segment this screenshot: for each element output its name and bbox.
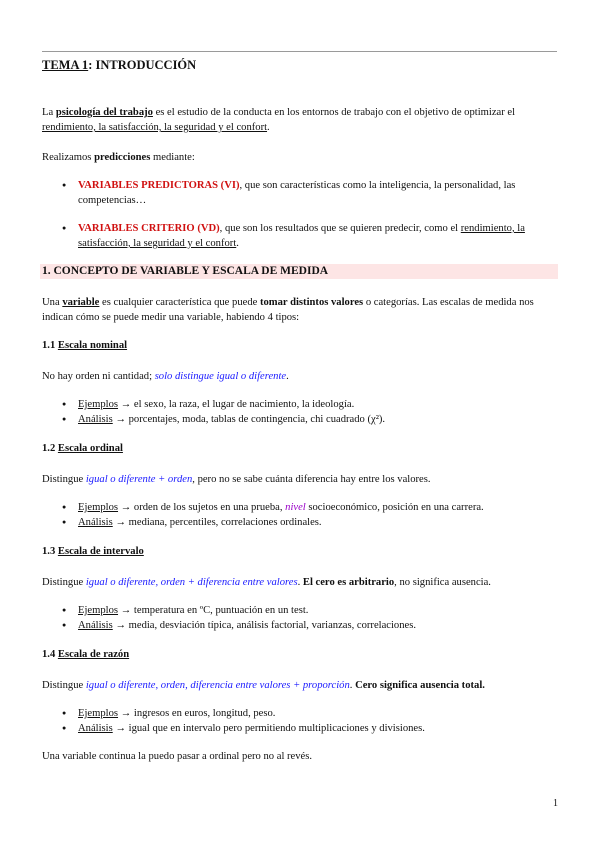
text: es el estudio de la conducta en los entornos de trabajo con el objetivo de optimizar el bbox=[152, 107, 516, 118]
text: 1.1 bbox=[42, 340, 58, 351]
term-variable: variable bbox=[62, 297, 100, 308]
nominal-list bbox=[42, 397, 558, 427]
title-rest: : INTRODUCCIÓN bbox=[88, 58, 197, 72]
ordinal-desc bbox=[42, 472, 558, 487]
top-rule bbox=[42, 51, 557, 52]
variable-label: VARIABLES PREDICTORAS (VI) bbox=[78, 180, 240, 191]
text: 1.4 bbox=[42, 649, 58, 660]
text: . bbox=[349, 680, 356, 691]
page-number: 1 bbox=[553, 798, 558, 809]
text: es cualquier característica que puede bbox=[99, 297, 260, 308]
examples-label: Ejemplos bbox=[78, 605, 119, 616]
text: . bbox=[286, 371, 289, 382]
examples-label: Ejemplos bbox=[78, 502, 119, 513]
text: , pero no se sabe cuánta diferencia hay entre los valores. bbox=[192, 474, 431, 485]
razon-list bbox=[42, 706, 558, 736]
nominal-desc bbox=[42, 369, 558, 384]
variables-list-2 bbox=[42, 221, 558, 251]
text: → porcentajes, moda, tablas de contingencia, chi cuadrado (χ²). bbox=[112, 414, 386, 425]
highlight-text: nivel bbox=[285, 502, 306, 513]
intervalo-list bbox=[42, 603, 558, 633]
term-psicologia: psicología del trabajo bbox=[55, 107, 153, 118]
scale-name: Escala de razón bbox=[57, 649, 130, 660]
scale-name: Escala nominal bbox=[57, 340, 128, 351]
highlight-text: solo distingue igual o diferente bbox=[154, 371, 287, 382]
subheading-ordinal bbox=[42, 443, 558, 454]
intro-paragraph bbox=[42, 105, 558, 135]
highlight-text: igual o diferente + orden bbox=[85, 474, 193, 485]
text: o categorías. Las escalas de medida nos indican cómo se puede medir una variable, habiendo 4 tipos: bbox=[42, 297, 534, 323]
list-item bbox=[42, 178, 558, 208]
goals-text: rendimiento, la satisfacción, la seguridad y el confort bbox=[42, 122, 268, 133]
examples-label: Ejemplos bbox=[78, 708, 119, 719]
text: Distingue bbox=[42, 474, 86, 485]
scale-name: Escala de intervalo bbox=[57, 546, 144, 557]
text: → orden de los sujetos en una prueba, bbox=[118, 502, 286, 513]
highlight-text: igual o diferente, orden + diferencia entre valores bbox=[85, 577, 298, 588]
text: 1.2 bbox=[42, 443, 58, 454]
text: Realizamos bbox=[42, 152, 95, 163]
ordinal-list bbox=[42, 500, 558, 530]
text: , que son los resultados que se quieren predecir, como el bbox=[219, 223, 461, 234]
text: 1.3 bbox=[42, 546, 58, 557]
closing-paragraph: Una variable continua la puedo pasar a ordinal pero no al revés. bbox=[42, 751, 313, 762]
variables-list bbox=[42, 178, 558, 208]
text: → temperatura en ºC, puntuación en un test. bbox=[118, 605, 309, 616]
bold-text: El cero es arbitrario bbox=[302, 577, 395, 588]
analysis-label: Análisis bbox=[78, 620, 113, 631]
highlight-text: igual o diferente, orden, diferencia entre valores + proporción bbox=[85, 680, 350, 691]
text: . bbox=[267, 122, 270, 133]
intervalo-desc bbox=[42, 575, 558, 590]
list-item bbox=[42, 618, 558, 633]
list-item bbox=[42, 500, 558, 515]
subheading-intervalo bbox=[42, 546, 558, 557]
text: → igual que en intervalo pero permitiendo multiplicaciones y divisiones. bbox=[112, 723, 425, 734]
text: La bbox=[42, 107, 56, 118]
section-heading: 1. CONCEPTO DE VARIABLE Y ESCALA DE MEDIDA bbox=[40, 264, 558, 279]
bold-text: Cero significa ausencia total. bbox=[355, 680, 485, 691]
text: socioeconómico, posición en una carrera. bbox=[305, 502, 484, 513]
text: → el sexo, la raza, el lugar de nacimiento, la ideología. bbox=[118, 399, 355, 410]
text: . bbox=[236, 238, 239, 249]
examples-label: Ejemplos bbox=[78, 399, 119, 410]
razon-desc bbox=[42, 678, 558, 693]
analysis-label: Análisis bbox=[78, 517, 113, 528]
text: , no significa ausencia. bbox=[394, 577, 491, 588]
list-item bbox=[42, 515, 558, 530]
underlined-text: rendimiento, la satisfacción, la seguridad y el confort bbox=[78, 223, 525, 249]
title-tema: TEMA 1 bbox=[42, 58, 89, 72]
text: → media, desviación típica, análisis factorial, varianzas, correlaciones. bbox=[112, 620, 417, 631]
text: Una bbox=[42, 297, 63, 308]
list-item bbox=[42, 721, 558, 736]
bold-text: predicciones bbox=[94, 152, 151, 163]
text: , que son características como la inteligencia, la personalidad, las competencias… bbox=[78, 180, 516, 206]
list-item bbox=[42, 412, 558, 427]
bold-text: tomar distintos valores bbox=[259, 297, 364, 308]
text: → ingresos en euros, longitud, peso. bbox=[118, 708, 276, 719]
text: → mediana, percentiles, correlaciones ordinales. bbox=[112, 517, 322, 528]
text: . bbox=[297, 577, 303, 588]
text: mediante: bbox=[150, 152, 195, 163]
page-title bbox=[42, 58, 558, 73]
text: Distingue bbox=[42, 577, 86, 588]
list-item bbox=[42, 221, 558, 251]
subheading-razon bbox=[42, 649, 558, 660]
list-item bbox=[42, 706, 558, 721]
subheading-nominal bbox=[42, 340, 558, 351]
list-item bbox=[42, 397, 558, 412]
predictions-paragraph bbox=[42, 150, 558, 165]
analysis-label: Análisis bbox=[78, 723, 113, 734]
analysis-label: Análisis bbox=[78, 414, 113, 425]
variable-definition bbox=[42, 295, 558, 325]
text: Distingue bbox=[42, 680, 86, 691]
scale-name: Escala ordinal bbox=[57, 443, 123, 454]
text: No hay orden ni cantidad; bbox=[42, 371, 155, 382]
list-item bbox=[42, 603, 558, 618]
variable-label: VARIABLES CRITERIO (VD) bbox=[78, 223, 220, 234]
